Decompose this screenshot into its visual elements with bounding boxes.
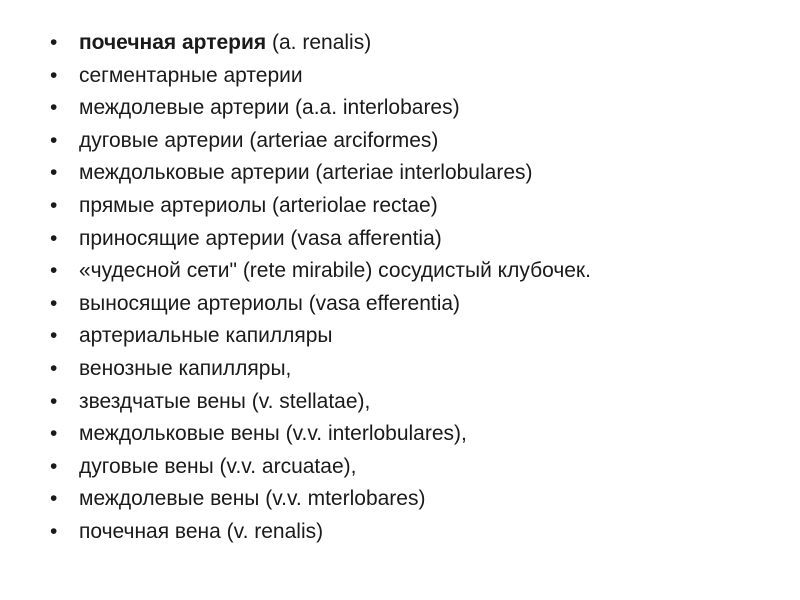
list-item-text <box>79 255 591 288</box>
list-item-label: приносящие артерии (vasa afferentia) <box>79 226 442 250</box>
bullet-dot-icon: • <box>50 193 58 217</box>
list-item-text <box>79 418 467 451</box>
list-item-text <box>79 157 533 190</box>
list-item-label: (a. renalis) <box>266 31 372 54</box>
bullet-dot-icon: • <box>50 161 58 185</box>
list-item <box>50 288 591 321</box>
list-item-label: венозные капилляры, <box>79 356 292 380</box>
list-item <box>50 157 591 190</box>
list-item-bold-term: почечная артерия <box>79 31 267 54</box>
list-item <box>50 320 591 353</box>
list-item-label: прямые артериолы (arteriolae rectae) <box>79 193 438 217</box>
list-item <box>50 418 591 451</box>
list-item <box>50 386 591 419</box>
list-item-text <box>79 451 356 484</box>
bullet-dot-icon: • <box>50 487 58 511</box>
list-item-label: междолевые артерии (a.a. interlobares) <box>79 96 460 120</box>
list-item <box>50 125 591 158</box>
list-item-text <box>79 288 460 321</box>
list-item-label: сегментарные артерии <box>79 63 303 87</box>
list-item <box>50 255 591 288</box>
bullet-dot-icon: • <box>50 259 58 283</box>
list-item-label: «чудесной сети" (rete mirabile) сосудистый клубочек. <box>79 259 591 283</box>
bullet-dot-icon: • <box>50 63 58 87</box>
bullet-dot-icon: • <box>50 291 58 315</box>
list-item <box>50 60 591 93</box>
list-item <box>50 353 591 386</box>
list-item-label: звездчатые вены (v. stellatae), <box>79 389 371 413</box>
list-item <box>50 451 591 484</box>
bullet-dot-icon: • <box>50 96 58 120</box>
list-item-text <box>79 320 333 353</box>
list-item-text <box>79 483 425 516</box>
list-item-text <box>79 516 323 549</box>
list-item-label: междолевые вены (v.v. mterlobares) <box>79 487 426 511</box>
list-item <box>50 516 591 549</box>
list-item <box>50 190 591 223</box>
list-item-label: дуговые вены (v.v. arcuatae), <box>79 454 357 478</box>
bullet-dot-icon: • <box>50 128 58 152</box>
list-item-text <box>79 60 303 93</box>
list-item-text <box>79 92 460 125</box>
list-item <box>50 223 591 256</box>
list-item-text <box>79 353 291 386</box>
bullet-dot-icon: • <box>50 389 58 413</box>
list-item-label: междольковые артерии (arteriae interlobulares) <box>79 161 533 185</box>
list-item-text <box>79 223 442 256</box>
list-item-label: артериальные капилляры <box>79 324 333 348</box>
list-item <box>50 483 591 516</box>
bullet-dot-icon: • <box>50 519 58 543</box>
list-item <box>50 92 591 125</box>
list-item-text <box>79 27 371 60</box>
bullet-dot-icon: • <box>50 356 58 380</box>
list-item <box>50 27 591 60</box>
list-item-label: дуговые артерии (arteriae arciformes) <box>79 128 439 152</box>
list-item-label: выносящие артериолы (vasa efferentia) <box>79 291 461 315</box>
list-item-text <box>79 190 438 223</box>
list-item-text <box>79 386 370 419</box>
list-item-label: междольковые вены (v.v. interlobulares), <box>79 422 467 446</box>
list-item-label: почечная вена (v. renalis) <box>79 519 324 543</box>
list-item-text <box>79 125 438 158</box>
bullet-dot-icon: • <box>50 31 58 54</box>
bullet-dot-icon: • <box>50 422 58 446</box>
bullet-dot-icon: • <box>50 454 58 478</box>
bullet-dot-icon: • <box>50 324 58 348</box>
bullet-list <box>50 27 591 549</box>
bullet-dot-icon: • <box>50 226 58 250</box>
